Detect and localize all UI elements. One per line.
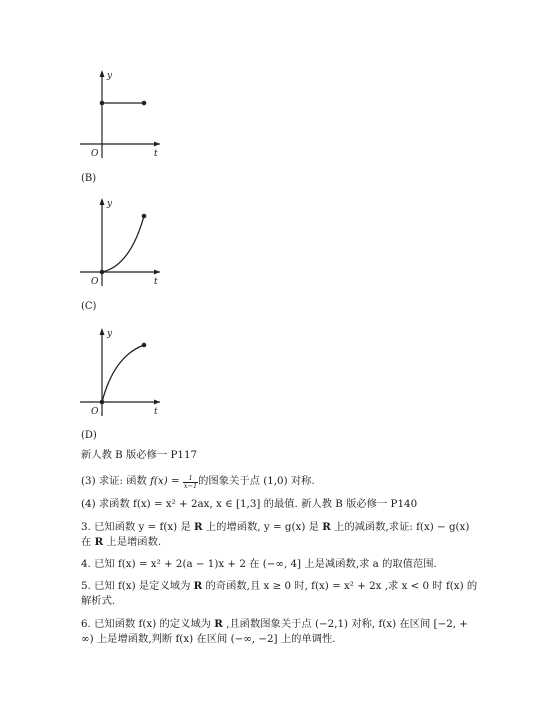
end-point bbox=[142, 101, 147, 106]
p6-part-a: 6. 已知函数 f(x) 的定义域为 bbox=[81, 618, 215, 630]
t-axis-arrow-icon bbox=[154, 270, 160, 275]
set-R: R bbox=[193, 580, 203, 592]
set-R: R bbox=[322, 521, 331, 533]
set-R: R bbox=[194, 521, 203, 533]
p3-part-c: 上的减函数,求证: f(x) − g(x) bbox=[330, 521, 470, 533]
p6-part-b: ,且函数图象关于点 (−2,1) 对称, f(x) 在区间 [−2, + bbox=[222, 618, 468, 630]
start-point bbox=[100, 270, 105, 275]
origin-label: O bbox=[91, 277, 99, 287]
q3-suffix: 的图象关于点 (1,0) 对称. bbox=[198, 475, 315, 487]
p3-part-e: 上是增函数. bbox=[103, 536, 162, 548]
t-label: t bbox=[154, 407, 158, 417]
textbook-reference-p117: 新人教 B 版必修一 P117 bbox=[81, 449, 198, 461]
q3-fraction bbox=[183, 475, 198, 490]
option-b-label: (B) bbox=[81, 173, 97, 184]
q3-numerator: 1 bbox=[183, 475, 198, 483]
option-d-label: (D) bbox=[81, 430, 97, 441]
p3-part-a: 3. 已知函数 y = f(x) 是 bbox=[81, 521, 195, 533]
problem-3 bbox=[81, 520, 469, 535]
origin-label: O bbox=[91, 407, 99, 417]
problem-4: 4. 已知 f(x) = x² + 2(a − 1)x + 2 在 (−∞, 4] 上是减函数,求 a 的取值范围. bbox=[81, 558, 437, 570]
convex-curve bbox=[102, 216, 144, 272]
problem-5 bbox=[81, 579, 477, 594]
p3-part-b: 上的增函数, y = g(x) 是 bbox=[202, 521, 323, 533]
q3-function: f(x) = bbox=[150, 475, 183, 487]
concave-curve bbox=[102, 345, 144, 402]
end-point bbox=[142, 343, 147, 348]
option-c-label: (C) bbox=[81, 301, 97, 312]
start-point bbox=[100, 400, 105, 405]
problem-5-cont: 解析式. bbox=[81, 595, 116, 607]
graph-convex bbox=[80, 194, 170, 294]
p5-part-a: 5. 已知 f(x) 是定义域为 bbox=[81, 580, 194, 592]
q3-prefix: (3) 求证: 函数 bbox=[81, 475, 151, 487]
problem-3-cont bbox=[81, 535, 161, 550]
p3-part-d: 在 bbox=[81, 536, 95, 548]
p5-part-b: 的奇函数,且 x ≥ 0 时, f(x) = x² + 2x ,求 x < 0 时 f(x) 的 bbox=[202, 580, 478, 592]
problem-3-sub-4: (4) 求函数 f(x) = x² + 2ax, x ∈ [1,3] 的最值. 新人教 B 版必修一 P140 bbox=[81, 498, 418, 510]
t-axis-arrow-icon bbox=[154, 400, 160, 405]
problem-3-sub-3 bbox=[81, 474, 315, 490]
y-label: y bbox=[107, 199, 113, 209]
y-axis-arrow-icon bbox=[100, 328, 105, 335]
problem-6 bbox=[81, 617, 468, 632]
y-label: y bbox=[107, 71, 113, 81]
t-label: t bbox=[154, 149, 158, 159]
y-axis-arrow-icon bbox=[100, 198, 105, 205]
problem-6-cont: ∞) 上是增函数,判断 f(x) 在区间 (−∞, −2] 上的单调性. bbox=[81, 633, 336, 645]
t-axis-arrow-icon bbox=[154, 142, 160, 147]
t-label: t bbox=[154, 277, 158, 287]
set-R: R bbox=[214, 618, 223, 630]
y-label: y bbox=[107, 329, 113, 339]
y-axis-arrow-icon bbox=[100, 70, 105, 77]
q3-denominator: x−1 bbox=[183, 482, 198, 490]
start-point bbox=[100, 101, 105, 106]
end-point bbox=[142, 214, 147, 219]
graph-concave bbox=[80, 324, 170, 424]
set-R: R bbox=[94, 536, 104, 548]
origin-label: O bbox=[91, 149, 99, 159]
graph-step bbox=[80, 66, 170, 166]
